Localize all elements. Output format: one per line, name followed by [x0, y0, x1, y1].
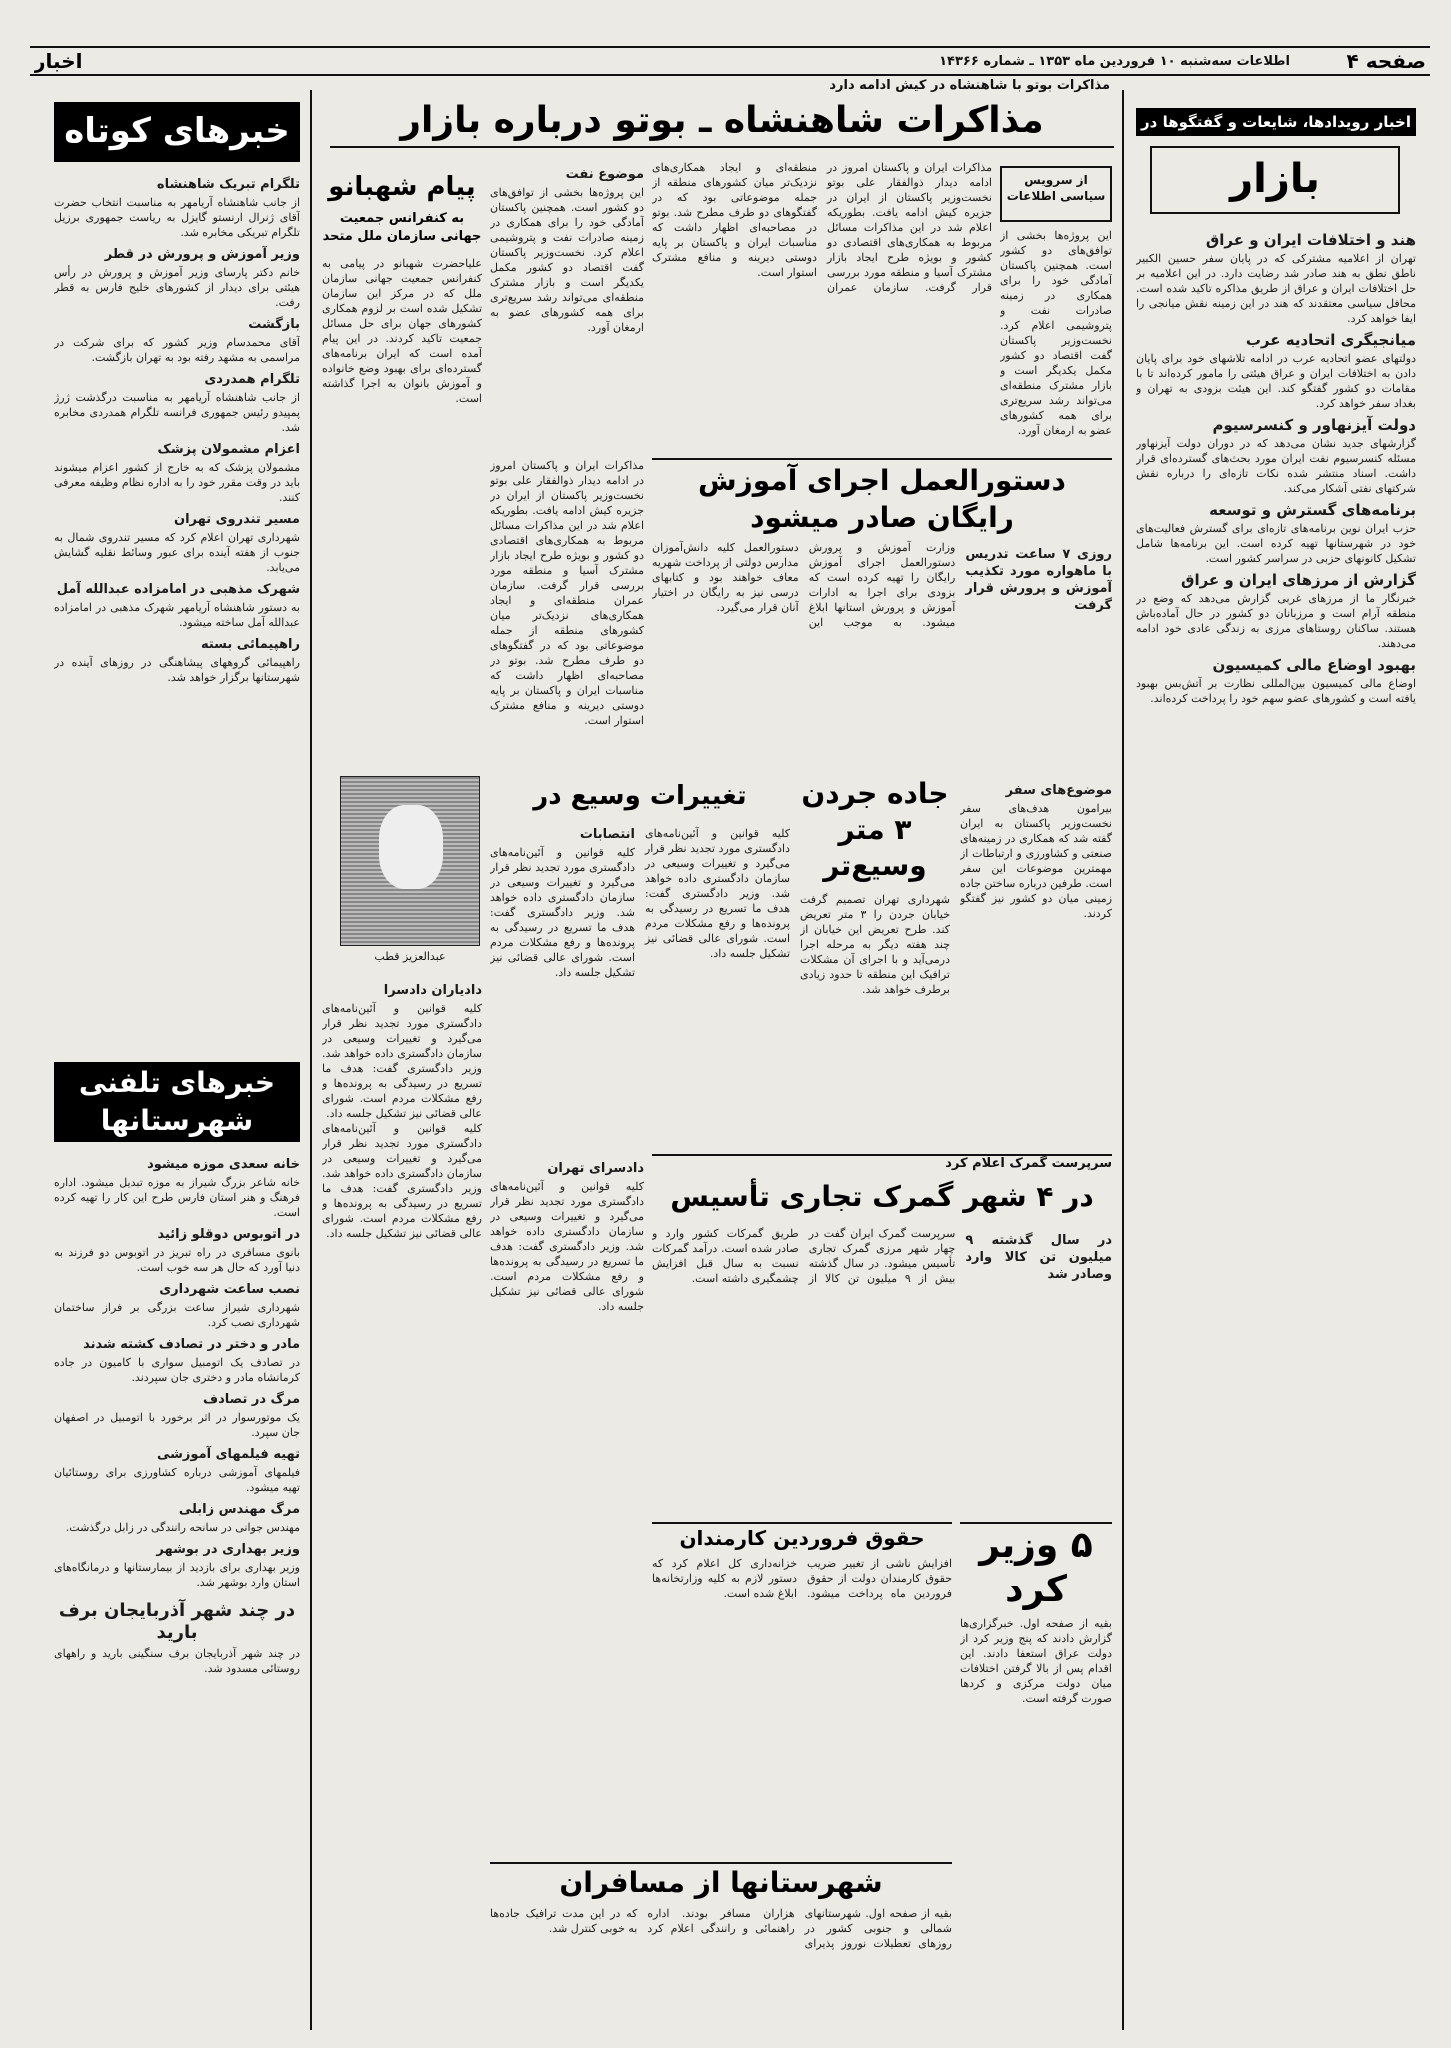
road-body: شهرداری تهران تصمیم گرفت خیابان جردن را ۳ متر تعریض کند. طرح تعریض این خیابان از چند هفته دیگر به مرحله اجرا درمی‌آید و با اجرای آن مشکلات ترافیک این منطقه تا حدود زیادی برطرف خواهد شد.	[800, 893, 950, 996]
short-news-title-5: اعزام مشمولان پزشک	[157, 442, 300, 457]
education-column	[652, 540, 1112, 770]
judiciary-text: کلیه قوانین و آئین‌نامه‌های دادگستری مورد تجدید نظر قرار می‌گیرد و تغییرات وسیعی در سازمان دادگستری داده خواهد شد. وزیر دادگستری گفت: هدف ما تسریع در رسیدگی به پرونده‌ها و رفع مشکلات مردم است. شورای عالی قضائی نیز تشکیل جلسه داد.	[645, 827, 790, 960]
section-label: اخبار	[34, 50, 83, 73]
phone-news-body-6: فیلمهای آموزشی درباره کشاورزی برای روستائیان تهیه میشود.	[54, 1466, 300, 1494]
phone-news-title: خبرهای تلفنی شهرستانها	[78, 1066, 276, 1137]
politics-title-6: بهبود اوضاع مالی کمیسیون	[1212, 656, 1416, 674]
phone-news-body-4: در تصادف یک اتومبیل سواری با کامیون در جاده کرمانشاه مادر و دختری جان سپردند.	[54, 1356, 300, 1384]
phone-news-body-5: یک موتورسوار در اثر برخورد با اتومبیل در اصفهان جان سپرد.	[54, 1411, 300, 1439]
cities-body: بقیه از صفحه اول. شهرستانهای شمالی و جنوبی کشور در روزهای تعطیلات نوروز پذیرای هزاران مسافر بودند. اداره راهنمائی و رانندگی اعلام کرد که در این مدت ترافیک جاده‌ها به خوبی کنترل شد.	[490, 1907, 952, 1950]
judiciary-sub-1: دادیاران دادسرا	[383, 983, 482, 998]
politics-title: بازار	[1150, 146, 1400, 214]
phone-news-title-9: در چند شهر آذربایجان برف بارید	[58, 1600, 296, 1643]
phone-news-body-1: خانه شاعر بزرگ شیراز به موزه تبدیل میشود. اداره فرهنگ و هنر استان فارس طرح این کار را تهیه کرده است.	[54, 1176, 300, 1219]
bhutto-trip-column	[960, 776, 1112, 1142]
short-news-column	[54, 170, 300, 1056]
short-news-title-8: راهپیمائی بسته	[200, 637, 300, 652]
judiciary-body	[490, 826, 790, 1146]
politics-title-4: برنامه‌های گسترش و توسعه	[1209, 501, 1416, 519]
phone-news-title-5: مرگ در تصادف	[203, 1392, 300, 1407]
politics-title-3: دولت آیزنهاور و کنسرسیوم	[1212, 416, 1416, 434]
phone-news-body-2: بانوی مسافری در راه تبریز در اتوبوس دو فرزند به دنیا آورد که حال هر سه خوب است.	[54, 1246, 300, 1274]
politics-body-5: خبرنگار ما از مرزهای غربی گزارش می‌دهد که وضع در منطقه آرام است و مرزبانان دو کشور در حال آماده‌باش هستند. ساکنان روستاهای مرزی به زندگی عادی خود ادامه می‌دهند.	[1136, 592, 1416, 650]
short-news-body-5: مشمولان پزشک که به خارج از کشور اعزام میشوند باید در وقت مقرر خود را به اداره نظام وظیفه معرفی کنند.	[54, 461, 300, 504]
short-news-body-6: شهرداری تهران اعلام کرد که مسیر تندروی شمال به جنوب از هفته آینده برای عبور وسائط نقلیه گشایش می‌یابد.	[54, 531, 300, 574]
judiciary-text-4: کلیه قوانین و آئین‌نامه‌های دادگستری مورد تجدید نظر قرار می‌گیرد و تغییرات وسیعی در سازمان دادگستری داده خواهد شد. وزیر دادگستری گفت: هدف ما تسریع در رسیدگی به پرونده‌ها و رفع مشکلات مردم است. شورای عالی قضائی نیز تشکیل جلسه داد.	[322, 1122, 482, 1240]
message-title: پیام شهبانو	[328, 172, 476, 202]
judiciary-column-mid	[490, 1154, 644, 1854]
politics-body-1: تهران از اعلامیه مشترکی که در پایان سفر حسین الکبیر ناطق نطق به هند صادر شد رضایت دارد. در این اعلامیه بر حل اختلافات ایران و عراق از طریق مذاکره تاکید شده است. محافل سیاسی معتقدند که هند در این زمینه نقش میانجی را ایفا خواهد کرد.	[1136, 252, 1416, 325]
message-subtitle: به کنفرانس جمعیت جهانی سازمان ملل متحد	[322, 211, 482, 244]
education-body: وزارت آموزش و پرورش دستورالعمل اجرای آموزش رایگان را تهیه کرده است که بزودی برای اجرا به ادارات آموزش و پرورش استانها ابلاغ میشود. به موجب این دستورالعمل کلیه دانش‌آموزان مدارس دولتی از پرداخت شهریه معاف خواهند بود و کتابهای درسی نیز به رایگان در اختیار آنان قرار می‌گیرد.	[652, 541, 956, 629]
phone-news-title-8: وزیر بهداری در بوشهر	[156, 1542, 300, 1557]
five-minister-body: بقیه از صفحه اول. خبرگزاری‌ها گزارش دادند که پنج وزیر کرد از دولت عراق استعفا دادند. این اقدام پس از بالا گرفتن اختلافات میان دولت مرکزی و کردها صورت گرفته است.	[960, 1617, 1112, 1705]
customs-headline: در ۴ شهر گمرک تجاری تأسیس	[670, 1180, 1094, 1213]
phone-news-banner	[54, 1062, 300, 1142]
short-news-title-7: شهرک مذهبی در امامزاده عبدالله آمل	[56, 582, 300, 597]
judiciary-column-left	[322, 976, 482, 2020]
phone-news-body-3: شهرداری شیراز ساعت بزرگی بر فراز ساختمان شهرداری نصب کرد.	[54, 1301, 300, 1329]
bhutto-trip-sub: موضوع‌های سفر	[1005, 783, 1112, 798]
phone-news-body-9: در چند شهر آذربایجان برف سنگینی بارید و راههای روستائی مسدود شد.	[54, 1647, 300, 1675]
bhutto-column	[490, 458, 644, 770]
lead-body-cont-text: این پروژه‌ها بخشی از توافق‌های دو کشور است. همچنین پاکستان آمادگی خود را برای همکاری در زمینه صادرات نفت و پتروشیمی اعلام کرد. نخست‌وزیر پاکستان گفت اقتصاد دو کشور مکمل یکدیگر است و بازار مشترک منطقه‌ای می‌تواند رشد سریع‌تری برای همه کشورهای عضو به ارمغان آورد.	[1000, 229, 1112, 437]
phone-news-title-7: مرگ مهندس زابلی	[178, 1502, 300, 1517]
phone-news-title-4: مادر و دختر در تصادف کشته شدند	[83, 1337, 300, 1352]
cities-headline: شهرستانها از مسافران	[490, 1862, 952, 1902]
lead-body: مذاکرات ایران و پاکستان امروز در ادامه دیدار ذوالفقار علی بوتو نخست‌وزیر پاکستان از ایران در جزیره کیش ادامه یافت. بطوریکه اعلام شد در این مذاکرات مسائل مربوط به همکاری‌های اقتصادی دو کشور و بویژه طرح ایجاد بازار مشترک آسیا و منطقه مورد بررسی قرار گرفت. سازمان عمران منطقه‌ای و ایجاد همکاری‌های نزدیک‌تر میان کشورهای منطقه از جمله موضوعاتی بود که در گفتگوهای دو طرف مطرح شد. بوتو در مصاحبه‌ای اظهار داشت که مناسبات ایران و پاکستان بر پایه دوستی دیرینه و منافع مشترک استوار است.	[652, 161, 992, 294]
page-label: صفحه ۴	[1346, 50, 1426, 73]
short-news-title-6: مسیر تندروی تهران	[173, 512, 300, 527]
judiciary-text-5: کلیه قوانین و آئین‌نامه‌های دادگستری مورد تجدید نظر قرار می‌گیرد و تغییرات وسیعی در سازمان دادگستری داده خواهد شد. وزیر دادگستری گفت: هدف ما تسریع در رسیدگی به پرونده‌ها و رفع مشکلات مردم است. شورای عالی قضائی نیز تشکیل جلسه داد.	[490, 1180, 644, 1313]
judiciary-photo-face	[379, 805, 443, 889]
short-news-body-8: راهپیمائی گروههای پیشاهنگی در روزهای آینده در شهرستانها برگزار خواهد شد.	[54, 656, 300, 684]
phone-news-column	[54, 1150, 300, 2020]
politics-header: اخبار رویدادها، شایعات و گفتگوها در	[1136, 108, 1416, 136]
phone-news-title-3: نصب ساعت شهرداری	[159, 1282, 300, 1297]
phone-news-title-2: در اتوبوس دوقلو زائید	[157, 1227, 300, 1242]
education-kicker: روزی ۷ ساعت تدریس با ماهواره مورد تکذیب آموزش و پرورش قرار گرفت	[965, 547, 1112, 613]
judiciary-text-2: کلیه قوانین و آئین‌نامه‌های دادگستری مورد تجدید نظر قرار می‌گیرد و تغییرات وسیعی در سازمان دادگستری داده خواهد شد. وزیر دادگستری گفت: هدف ما تسریع در رسیدگی به پرونده‌ها و رفع مشکلات مردم است. شورای عالی قضائی نیز تشکیل جلسه داد.	[490, 846, 635, 979]
politics-title-5: گزارش از مرزهای ایران و عراق	[1181, 571, 1416, 589]
politics-title-1: هند و اختلافات ایران و عراق	[1205, 231, 1416, 249]
road-headline: جاده جردن ۳ متر وسیع‌تر	[801, 777, 949, 882]
customs-body: سرپرست گمرک ایران گفت در چهار شهر مرزی گمرک تجاری تأسیس میشود. در سال گذشته بیش از ۹ میلیون تن کالا از طریق گمرکات کشور وارد و صادر شده است. درآمد گمرکات نسبت به سال قبل افزایش چشمگیری داشته است.	[652, 1227, 956, 1285]
lead-kicker: مذاکرات بوتو با شاهنشاه در کیش ادامه دارد	[829, 78, 1110, 93]
masthead	[30, 46, 1430, 76]
judiciary-sub-2: انتصابات	[579, 827, 635, 842]
lead-headline: مذاکرات شاهنشاه ـ بوتو درباره بازار	[330, 96, 1114, 148]
education-headline: دستورالعمل اجرای آموزش رایگان صادر میشود	[652, 458, 1112, 534]
short-news-banner	[54, 102, 300, 162]
lead-source: از سرویس سیاسی اطلاعات	[1006, 173, 1106, 203]
politics-body-2: دولتهای عضو اتحادیه عرب در ادامه تلاشهای خود برای پایان دادن به اختلافات ایران و عراق هیئتی را مامور کرده‌اند تا با مقامات دو کشور گفتگو کند. این هیئت بزودی به تهران و بغداد سفر خواهد کرد.	[1136, 352, 1416, 410]
judiciary-headline: تغییرات وسیع در	[533, 781, 747, 811]
short-news-title: خبرهای کوتاه	[64, 111, 290, 151]
bhutto-trip-body: بیرامون هدف‌های سفر نخست‌وزیر پاکستان به ایران گفته شد که همکاری در زمینه‌های صنعتی و کشاورزی و ارتباطات از مهمترین موضوعات این سفر است. طرفین درباره ساختن جاده زمینی میان دو کشور نیز گفتگو کردند.	[960, 802, 1112, 920]
politics-body-4: حزب ایران نوین برنامه‌های تازه‌ای برای گسترش فعالیت‌های خود در شهرستانها تهیه کرده است. این برنامه‌ها شامل تشکیل کانونهای حزبی در سراسر کشور است.	[1136, 522, 1416, 565]
short-news-body-2: خانم دکتر پارسای وزیر آموزش و پرورش در رأس هیئتی برای دیدار از کشورهای خلیج فارس به قطر رفت.	[54, 266, 300, 309]
judiciary-photo-caption: عبدالعزیز قطب	[374, 950, 446, 963]
issue-info: اطلاعات سه‌شنبه ۱۰ فروردین ماه ۱۳۵۳ ـ شماره ۱۴۳۶۶	[939, 54, 1290, 69]
oil-column	[490, 160, 644, 450]
oil-body: این پروژه‌ها بخشی از توافق‌های دو کشور است. همچنین پاکستان آمادگی خود را برای همکاری در زمینه صادرات نفت و پتروشیمی اعلام کرد. نخست‌وزیر پاکستان گفت اقتصاد دو کشور مکمل یکدیگر است و بازار مشترک منطقه‌ای می‌تواند رشد سریع‌تری برای همه کشورهای عضو به ارمغان آورد.	[490, 186, 644, 334]
salary-body: افزایش ناشی از تغییر ضریب حقوق کارمندان دولت از حقوق فروردین ماه پرداخت میشود. خزانه‌داری کل اعلام کرد که دستور لازم به کلیه وزارتخانه‌ها ابلاغ شده است.	[652, 1557, 952, 1600]
phone-news-title-6: تهیه فیلمهای آموزشی	[157, 1447, 300, 1462]
column-rule-right	[1122, 90, 1124, 2030]
oil-sub: موضوع نفت	[565, 167, 644, 182]
short-news-title-3: بازگشت	[248, 317, 300, 332]
column-rule-left	[310, 90, 312, 2030]
customs-kicker: سرپرست گمرک اعلام کرد	[652, 1154, 1112, 1174]
phone-news-body-8: وزیر بهداری برای بازدید از بیمارستانها و درمانگاه‌های استان وارد بوشهر شد.	[54, 1561, 300, 1589]
short-news-title-1: تلگرام تبریک شاهنشاه	[156, 177, 300, 192]
politics-body-3: گزارشهای جدید نشان می‌دهد که در دوران دولت آیزنهاور مسئله کنسرسیوم نفت ایران مورد بحث‌های گسترده‌ای قرار داشت. اسناد منتشر شده نکات تازه‌ای را درباره نقش شرکتهای نفتی آشکار می‌کند.	[1136, 437, 1416, 495]
short-news-body-1: از جانب شاهنشاه آریامهر به مناسبت انتخاب حضرت آقای ژنرال ارنستو گایزل به ریاست جمهوری برزیل تلگرام تبریکی مخابره شد.	[54, 196, 300, 239]
bhutto-text: مذاکرات ایران و پاکستان امروز در ادامه دیدار ذوالفقار علی بوتو نخست‌وزیر پاکستان از ایران در جزیره کیش ادامه یافت. بطوریکه اعلام شد در این مذاکرات مسائل مربوط به همکاری‌های اقتصادی دو کشور و بویژه طرح ایجاد بازار مشترک آسیا و منطقه مورد بررسی قرار گرفت. سازمان عمران منطقه‌ای و ایجاد همکاری‌های نزدیک‌تر میان کشورهای منطقه از جمله موضوعاتی بود که در گفتگوهای دو طرف مطرح شد. بوتو در مصاحبه‌ای اظهار داشت که مناسبات ایران و پاکستان بر پایه دوستی دیرینه و منافع مشترک استوار است.	[490, 459, 644, 727]
salary-headline: حقوق فروردین کارمندان	[652, 1522, 952, 1552]
phone-news-title-1: خانه سعدی موزه میشود	[147, 1157, 300, 1172]
judiciary-sub-3: دادسرای تهران	[547, 1161, 644, 1176]
politics-title-2: میانجیگری اتحادیه عرب	[1245, 331, 1416, 349]
short-news-body-3: آقای محمدسام وزیر کشور که برای شرکت در مراسمی به مشهد رفته بود به تهران بازگشت.	[54, 336, 300, 364]
judiciary-text-3: کلیه قوانین و آئین‌نامه‌های دادگستری مورد تجدید نظر قرار می‌گیرد و تغییرات وسیعی در سازمان دادگستری داده خواهد شد. وزیر دادگستری گفت: هدف ما تسریع در رسیدگی به پرونده‌ها و رفع مشکلات مردم است. شورای عالی قضائی نیز تشکیل جلسه داد.	[322, 1002, 482, 1120]
short-news-body-7: به دستور شاهنشاه آریامهر شهرک مذهبی در امامزاده عبدالله آمل ساخته میشود.	[54, 601, 300, 629]
short-news-body-4: از جانب شاهنشاه آریامهر به مناسبت درگذشت ژرژ پمپیدو رئیس جمهوری فرانسه تلگرام همدردی مخابره شد.	[54, 391, 300, 434]
customs-sub: در سال گذشته ۹ میلیون تن کالا وارد وصادر شد	[965, 1233, 1112, 1282]
short-news-title-4: تلگرام همدردی	[204, 372, 300, 387]
lead-body-cont	[1000, 228, 1112, 450]
customs-column	[652, 1226, 1112, 1516]
five-minister-headline: ۵ وزیر کرد	[960, 1522, 1112, 1612]
message-body: علیاحضرت شهبانو در پیامی به کنفرانس جمعیت جهانی سازمان ملل که در مرکز این سازمان تشکیل شده است بر لزوم همکاری کشورهای جهان برای حل مسائل جمعیت تاکید کردند. در این پیام آمده است که ایران برنامه‌های گسترده‌ای برای بهبود وضع خانواده و آموزش بانوان به اجرا گذاشته است.	[322, 257, 482, 405]
judiciary-photo	[340, 776, 480, 946]
politics-body-6: اوضاع مالی کمیسیون بین‌المللی نظارت بر آتش‌بس بهبود یافته است و کشورهای عضو سهم خود را پرداخت کرده‌اند.	[1136, 677, 1416, 705]
lead-source-box	[1000, 166, 1112, 222]
short-news-title-2: وزیر آموزش و پرورش در قطر	[104, 247, 300, 262]
politics-column	[1136, 226, 1416, 2026]
phone-news-body-7: مهندس جوانی در سانحه رانندگی در زابل درگذشت.	[65, 1521, 300, 1534]
